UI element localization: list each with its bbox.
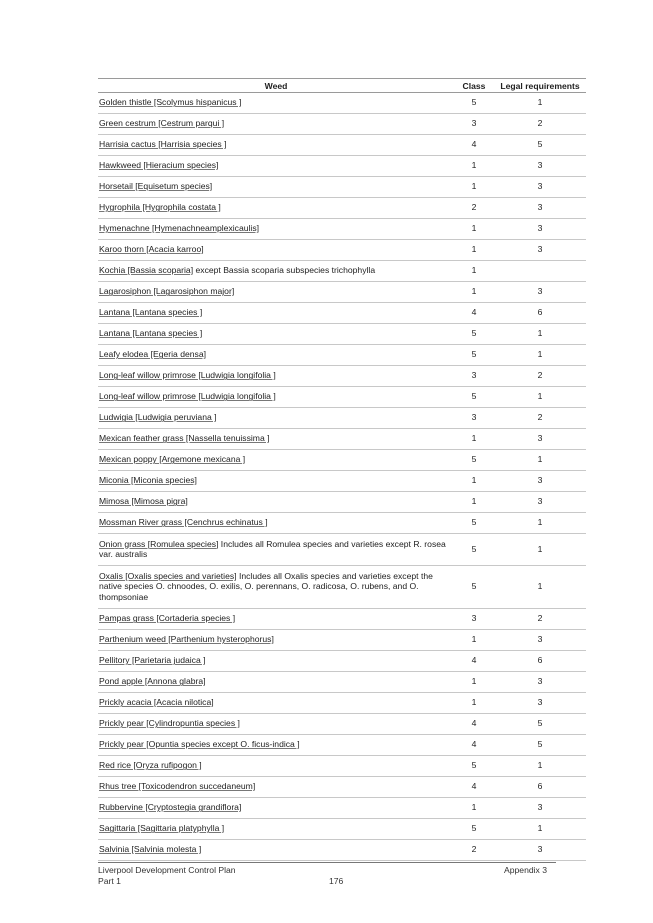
legal-requirements-cell: 5 (494, 714, 586, 735)
weed-cell (98, 714, 454, 735)
weed-column-header: Weed (98, 79, 454, 93)
table-row (98, 324, 586, 345)
table-row (98, 198, 586, 219)
legal-requirements-cell: 1 (494, 324, 586, 345)
table-row (98, 630, 586, 651)
class-column-header: Class (454, 79, 494, 93)
class-cell: 3 (454, 609, 494, 630)
weed-name-link[interactable]: Golden thistle [Scolymus hispanicus ] (99, 97, 242, 108)
weed-name-link[interactable]: Sagittaria [Sagittaria platyphylla ] (99, 823, 225, 834)
table-row (98, 156, 586, 177)
weed-cell (98, 303, 454, 324)
footer-part: Part 1 (98, 876, 121, 886)
weed-name-link[interactable]: Mimosa [Mimosa pigra] (99, 496, 188, 507)
weed-cell (98, 198, 454, 219)
class-cell: 4 (454, 651, 494, 672)
class-cell: 5 (454, 566, 494, 609)
table-row (98, 609, 586, 630)
weed-name-link[interactable]: Kochia [Bassia scoparia] (99, 265, 194, 276)
weed-cell (98, 177, 454, 198)
legal-requirements-cell: 2 (494, 609, 586, 630)
weed-name-link[interactable]: Prickly acacia [Acacia nilotica] (99, 697, 214, 708)
table-body (98, 93, 586, 861)
table-row (98, 366, 586, 387)
class-cell: 1 (454, 261, 494, 282)
weed-cell (98, 366, 454, 387)
table-row (98, 177, 586, 198)
weed-name-link[interactable]: Leafy elodea [Egeria densa] (99, 349, 207, 360)
weed-cell (98, 492, 454, 513)
weed-cell (98, 798, 454, 819)
table-row (98, 429, 586, 450)
class-cell: 1 (454, 156, 494, 177)
weed-name-link[interactable]: Pampas grass [Cortaderia species ] (99, 613, 236, 624)
class-cell: 3 (454, 366, 494, 387)
weed-cell (98, 219, 454, 240)
table-row (98, 135, 586, 156)
weed-cell (98, 156, 454, 177)
legal-requirements-cell: 1 (494, 450, 586, 471)
weed-name-link[interactable]: Mossman River grass [Cenchrus echinatus ] (99, 517, 268, 528)
weed-note: Includes all Romulea species and varieties except R. rosea var. australis (99, 538, 446, 559)
legal-requirements-cell: 2 (494, 114, 586, 135)
table-row (98, 261, 586, 282)
weed-name-link[interactable]: Pellitory [Parietaria judaica ] (99, 655, 206, 666)
table-row (98, 513, 586, 534)
legal-column-header: Legal requirements (494, 79, 586, 93)
weed-name-link[interactable]: Horsetail [Equisetum species] (99, 181, 213, 192)
weed-cell (98, 840, 454, 861)
class-cell: 5 (454, 345, 494, 366)
legal-requirements-cell: 3 (494, 840, 586, 861)
weed-cell (98, 534, 454, 566)
weed-name-link[interactable]: Mexican poppy [Argemone mexicana ] (99, 454, 246, 465)
class-cell: 1 (454, 693, 494, 714)
class-cell: 4 (454, 777, 494, 798)
legal-requirements-cell: 3 (494, 798, 586, 819)
legal-requirements-cell: 1 (494, 566, 586, 609)
weed-cell (98, 672, 454, 693)
weed-name-link[interactable]: Pond apple [Annona glabra] (99, 676, 206, 687)
weed-cell (98, 630, 454, 651)
legal-requirements-cell: 3 (494, 156, 586, 177)
table-row (98, 534, 586, 566)
class-cell: 1 (454, 492, 494, 513)
class-cell: 3 (454, 114, 494, 135)
weed-cell (98, 513, 454, 534)
weed-cell (98, 756, 454, 777)
legal-requirements-cell: 5 (494, 735, 586, 756)
class-cell: 2 (454, 198, 494, 219)
weed-cell (98, 471, 454, 492)
table-row (98, 693, 586, 714)
weed-cell (98, 693, 454, 714)
table-row (98, 303, 586, 324)
weed-cell (98, 408, 454, 429)
weed-cell (98, 324, 454, 345)
weed-name-link[interactable]: Long-leaf willow primrose [Ludwigia longifolia ] (99, 370, 276, 381)
weed-cell (98, 261, 454, 282)
legal-requirements-cell (494, 261, 586, 282)
class-cell: 5 (454, 387, 494, 408)
class-cell: 1 (454, 630, 494, 651)
weed-name-link[interactable]: Salvinia [Salvinia molesta ] (99, 844, 202, 855)
legal-requirements-cell: 1 (494, 819, 586, 840)
weed-cell (98, 609, 454, 630)
class-cell: 5 (454, 819, 494, 840)
weed-name-link[interactable]: Ludwigia [Ludwigia peruviana ] (99, 412, 217, 423)
legal-requirements-cell: 3 (494, 429, 586, 450)
table-row (98, 651, 586, 672)
weed-note: Includes all Oxalis species and varieties except the native species O. chnoodes, O. exilis, O. perennans, O. radicosa, O. rubens, and O. thompsoniae (99, 570, 433, 602)
footer-doc-title: Liverpool Development Control Plan (98, 865, 236, 875)
weed-cell (98, 450, 454, 471)
legal-requirements-cell: 1 (494, 345, 586, 366)
class-cell: 1 (454, 471, 494, 492)
table-row (98, 219, 586, 240)
table-row (98, 408, 586, 429)
weed-name-link[interactable]: Lantana [Lantana species ] (99, 328, 203, 339)
legal-requirements-cell: 3 (494, 177, 586, 198)
table-row (98, 777, 586, 798)
class-cell: 5 (454, 756, 494, 777)
weed-cell (98, 135, 454, 156)
legal-requirements-cell: 2 (494, 366, 586, 387)
class-cell: 1 (454, 240, 494, 261)
legal-requirements-cell: 6 (494, 303, 586, 324)
weed-name-link[interactable]: Lantana [Lantana species ] (99, 307, 203, 318)
class-cell: 4 (454, 135, 494, 156)
legal-requirements-cell: 3 (494, 630, 586, 651)
class-cell: 5 (454, 450, 494, 471)
table-row (98, 345, 586, 366)
legal-requirements-cell: 3 (494, 672, 586, 693)
class-cell: 1 (454, 177, 494, 198)
weed-name-link[interactable]: Green cestrum [Cestrum parqui ] (99, 118, 225, 129)
weed-name-link[interactable]: Oxalis [Oxalis species and varieties] (99, 570, 237, 581)
legal-requirements-cell: 1 (494, 387, 586, 408)
legal-requirements-cell: 1 (494, 534, 586, 566)
weeds-table (98, 78, 586, 861)
table-row (98, 798, 586, 819)
weed-cell (98, 345, 454, 366)
weed-cell (98, 566, 454, 609)
weed-name-link[interactable]: Red rice [Oryza rufipogon ] (99, 760, 202, 771)
footer-appendix: Appendix 3 (504, 865, 548, 875)
legal-requirements-cell: 6 (494, 777, 586, 798)
legal-requirements-cell: 3 (494, 693, 586, 714)
class-cell: 1 (454, 798, 494, 819)
weed-cell (98, 735, 454, 756)
weed-cell (98, 93, 454, 114)
weed-name-link[interactable]: Hymenachne [Hymenachneamplexicaulis] (99, 223, 260, 234)
weed-cell (98, 114, 454, 135)
legal-requirements-cell: 3 (494, 282, 586, 303)
class-cell: 1 (454, 429, 494, 450)
weed-name-link[interactable]: Hawkweed [Hieracium species] (99, 160, 219, 171)
weed-name-link[interactable]: Rubbervine [Cryptostegia grandiflora] (99, 802, 242, 813)
legal-requirements-cell: 3 (494, 198, 586, 219)
table-row (98, 672, 586, 693)
legal-requirements-cell: 2 (494, 408, 586, 429)
legal-requirements-cell: 1 (494, 756, 586, 777)
table-row (98, 840, 586, 861)
weed-name-link[interactable]: Miconia [Miconia species] (99, 475, 197, 486)
table-row (98, 240, 586, 261)
table-row (98, 114, 586, 135)
class-cell: 1 (454, 219, 494, 240)
footer-divider (98, 862, 556, 863)
class-cell: 4 (454, 714, 494, 735)
table-row (98, 387, 586, 408)
weed-name-link[interactable]: Harrisia cactus [Harrisia species ] (99, 139, 227, 150)
class-cell: 5 (454, 513, 494, 534)
weed-name-link[interactable]: Mexican feather grass [Nassella tenuissima ] (99, 433, 270, 444)
class-cell: 3 (454, 408, 494, 429)
weed-cell (98, 651, 454, 672)
legal-requirements-cell: 3 (494, 492, 586, 513)
table-row (98, 566, 586, 609)
table-row (98, 492, 586, 513)
legal-requirements-cell: 3 (494, 240, 586, 261)
table-row (98, 450, 586, 471)
class-cell: 5 (454, 324, 494, 345)
table-header-row (98, 79, 586, 93)
weed-cell (98, 819, 454, 840)
table-row (98, 93, 586, 114)
table-row (98, 756, 586, 777)
class-cell: 1 (454, 672, 494, 693)
page-number: 176 (329, 876, 344, 886)
table-row (98, 819, 586, 840)
weed-name-link[interactable]: Lagarosiphon [Lagarosiphon major] (99, 286, 235, 297)
weed-cell (98, 429, 454, 450)
weed-name-link[interactable]: Prickly pear [Opuntia species except O. ficus-indica ] (99, 739, 300, 750)
weed-name-link[interactable]: Prickly pear [Cylindropuntia species ] (99, 718, 240, 729)
weed-name-link[interactable]: Karoo thorn [Acacia karroo] (99, 244, 204, 255)
table-row (98, 471, 586, 492)
class-cell: 1 (454, 282, 494, 303)
legal-requirements-cell: 3 (494, 219, 586, 240)
weed-name-link[interactable]: Rhus tree [Toxicodendron succedaneum] (99, 781, 256, 792)
weed-name-link[interactable]: Parthenium weed [Parthenium hysterophorus] (99, 634, 274, 645)
weed-cell (98, 777, 454, 798)
legal-requirements-cell: 1 (494, 93, 586, 114)
table-row (98, 735, 586, 756)
legal-requirements-cell: 6 (494, 651, 586, 672)
weed-cell (98, 240, 454, 261)
class-cell: 4 (454, 303, 494, 324)
class-cell: 4 (454, 735, 494, 756)
class-cell: 5 (454, 534, 494, 566)
class-cell: 5 (454, 93, 494, 114)
weed-note: except Bassia scoparia subspecies trichophylla (193, 265, 376, 276)
weed-name-link[interactable]: Long-leaf willow primrose [Ludwigia longifolia ] (99, 391, 276, 402)
legal-requirements-cell: 1 (494, 513, 586, 534)
class-cell: 2 (454, 840, 494, 861)
weed-cell (98, 387, 454, 408)
table-row (98, 714, 586, 735)
weed-cell (98, 282, 454, 303)
weed-name-link[interactable]: Hygrophila [Hygrophila costata ] (99, 202, 221, 213)
table-row (98, 282, 586, 303)
weed-name-link[interactable]: Onion grass [Romulea species] (99, 538, 219, 549)
legal-requirements-cell: 3 (494, 471, 586, 492)
legal-requirements-cell: 5 (494, 135, 586, 156)
